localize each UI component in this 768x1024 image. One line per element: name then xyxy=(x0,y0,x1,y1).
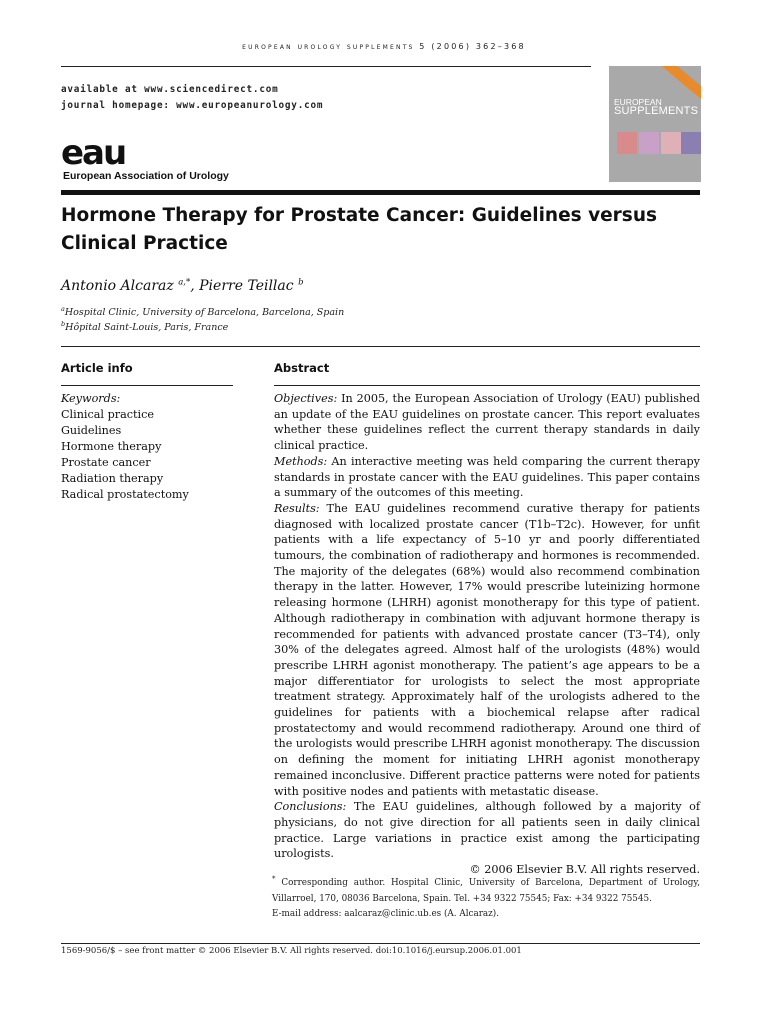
abstract-label: Results: xyxy=(274,501,320,515)
journal-header: european urology supplements 5 (2006) 362–368 xyxy=(242,42,526,51)
footnote-mark: * xyxy=(272,875,276,884)
cover-title-line2: SUPPLEMENTS xyxy=(614,105,699,117)
cover-title-line1: EUROPEAN xyxy=(614,97,662,107)
abstract-results xyxy=(274,501,700,799)
footer-doi-line: 1569-9056/$ – see front matter © 2006 Elsevier B.V. All rights reserved. doi:10.1016/j.eursup.2006.01.001 xyxy=(61,946,522,956)
journal-cover-thumbnail xyxy=(609,66,701,182)
abstract-text: The EAU guidelines recommend curative therapy for patients diagnosed with localized prostate cancer (T1b–T2c). However, for unfit patients with a life expectancy of 5–10 yr and poorly differentiated tumours, the combination of radiotherapy and hormones is recommended. The majority of the delegates (68%) would also recommend combination therapy in the latter. However, 17% would prescribe luteinizing hormone releasing hormone (LHRH) agonist monotherapy for this type of patient. Although radiotherapy in combination with adjuvant hormone therapy is recommended for patients with advanced prostate cancer (T3–T4), only 30% of the delegates agreed. Almost half of the urologists (48%) would prescribe LHRH agonist monotherapy. The patient’s age appears to be a major differentiator for urologists to select the most appropriate treatment strategy. Approximately half of the urologists adhered to the guidelines for patients with a biochemical relapse after radical prostatectomy and would recommend radiotherapy. Around one third of the urologists would prescribe LHRH agonist monotherapy. The discussion on defining the moment for initiating LHRH agonist monotherapy remained inconclusive. Different practice patterns were noted for patients with positive nodes and patients with metastatic disease. xyxy=(274,501,700,798)
abstract-heading: Abstract xyxy=(274,361,330,375)
eau-logo-org-name: European Association of Urology xyxy=(63,170,229,182)
article-title: Hormone Therapy for Prostate Cancer: Guidelines versus Clinical Practice xyxy=(61,205,658,254)
abstract-conclusions xyxy=(274,799,700,862)
affiliation-mark: b xyxy=(61,319,66,328)
cover-image-2 xyxy=(639,132,659,154)
availability-block xyxy=(61,82,323,114)
keywords-label: Keywords: xyxy=(61,392,121,405)
keyword-item: Guidelines xyxy=(61,424,122,437)
keyword-item: Prostate cancer xyxy=(61,456,151,469)
cover-image-4 xyxy=(681,132,701,154)
footer-rule xyxy=(61,943,700,944)
keyword-item: Hormone therapy xyxy=(61,440,162,453)
abstract-label: Objectives: xyxy=(274,392,338,405)
abstract-text: An interactive meeting was held comparing the current therapy standards in prostate cancer with the EAU guidelines. This paper contains a summary of the outcomes of this meeting. xyxy=(274,454,700,500)
author-name: Antonio Alcaraz xyxy=(61,278,174,294)
eau-logo-mark: eau xyxy=(61,133,126,173)
copyright-notice: © 2006 Elsevier B.V. All rights reserved. xyxy=(469,863,700,877)
cover-image-3 xyxy=(661,132,681,154)
keyword-item: Clinical practice xyxy=(61,408,154,421)
affiliation-mark: a xyxy=(61,304,65,313)
corresponding-footnote xyxy=(272,876,700,923)
author-affil-mark[interactable]: a,* xyxy=(178,277,191,288)
abstract-label: Conclusions: xyxy=(274,800,347,814)
abstract-body xyxy=(274,391,700,878)
journal-homepage-link[interactable]: journal homepage: www.europeanurology.com xyxy=(61,100,324,111)
abstract-objectives xyxy=(274,391,700,454)
cover-image-1 xyxy=(617,132,637,154)
header-rule xyxy=(61,66,591,67)
abstract-label: Methods: xyxy=(274,454,328,468)
cover-ribbon xyxy=(659,66,701,102)
article-info-rule xyxy=(61,385,233,386)
author-separator: , xyxy=(190,278,200,294)
abstract-text: In 2005, the European Association of Urology (EAU) published an update of the EAU guidelines on prostate cancer. This report evaluates whether these guidelines reflect the current therapy standards in daily clinical practice. xyxy=(274,392,700,453)
title-rule xyxy=(61,190,700,195)
section-rule xyxy=(61,346,700,347)
affiliation xyxy=(61,304,345,318)
author-list xyxy=(61,278,304,294)
affiliation xyxy=(61,319,229,333)
affiliation-text: Hôpital Saint-Louis, Paris, France xyxy=(65,322,229,333)
keyword-item: Radical prostatectomy xyxy=(61,488,189,501)
footnote-email[interactable]: E-mail address: aalcaraz@clinic.ub.es (A. Alcaraz). xyxy=(272,909,500,919)
article-info-heading: Article info xyxy=(61,361,133,375)
footnote-corresponding: Corresponding author. Hospital Clinic, University of Barcelona, Department of Urology, Villarroel, 170, 08036 Barcelona, Spain. Tel. +34 9322 75545; Fax: +34 9322 75545. xyxy=(272,878,700,904)
keyword-item: Radiation therapy xyxy=(61,472,164,485)
sciencedirect-link[interactable]: available at www.sciencedirect.com xyxy=(61,84,279,95)
keywords-block xyxy=(61,391,233,503)
abstract-methods xyxy=(274,454,700,501)
abstract-rule xyxy=(274,385,700,386)
eau-logo xyxy=(61,133,231,186)
abstract-text: The EAU guidelines, although followed by a majority of physicians, do not give direction for all patients seen in daily clinical practice. Large variations in practice exist among the participating urologists. xyxy=(274,800,700,861)
author-affil-mark[interactable]: b xyxy=(298,277,304,288)
author-name: Pierre Teillac xyxy=(199,278,294,294)
affiliation-text: Hospital Clinic, University of Barcelona, Barcelona, Spain xyxy=(64,307,345,318)
